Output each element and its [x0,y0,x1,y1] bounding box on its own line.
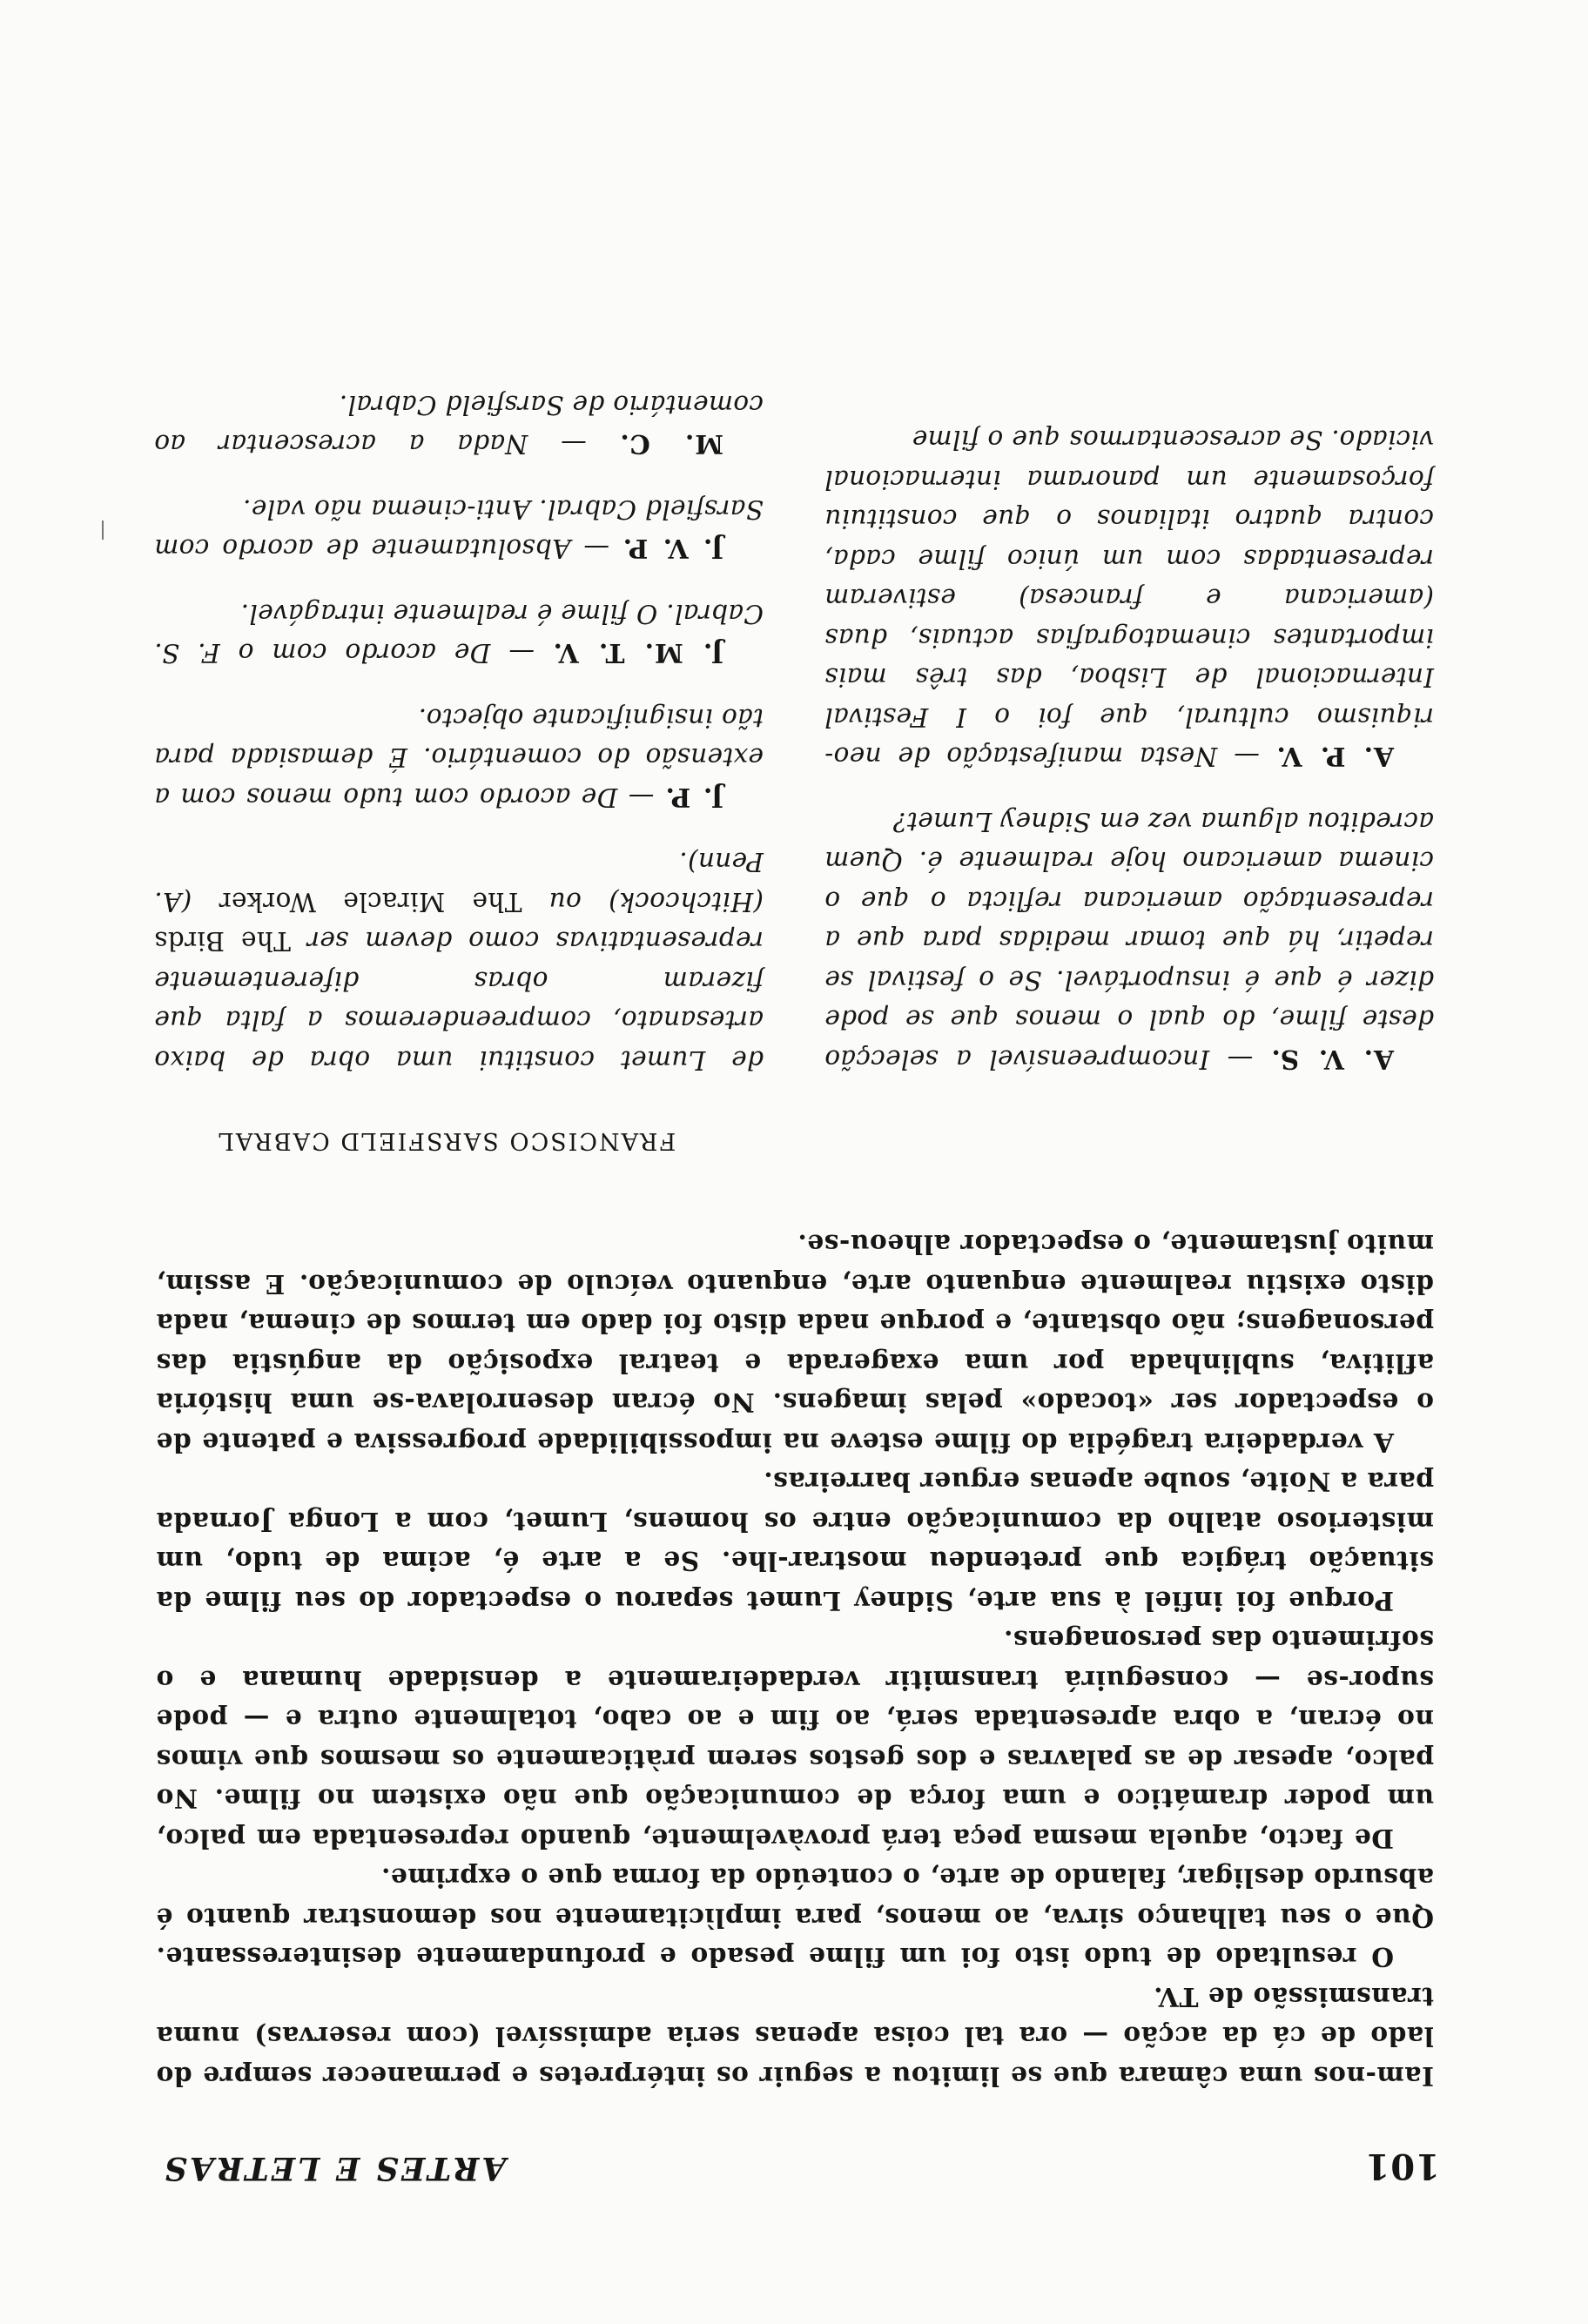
comment-entry [824,420,1434,777]
body-paragraph: A verdadeira tragédia do filme esteve na impossibilidade progressiva e patente de o espectador ser «tocado» pelas imagens. No écran desenrolava-se uma história aflitiva, sublinhada por uma exagerada e teatral exposição da angústia das personagens; não obstante, e porque nada disto foi dado em termos de cinema, nada disto existiu realmente enquanto arte, enquanto veículo de comunicação. E assim, muito justamente, o espectador alheou-se. [156,1229,1434,1458]
article-body [156,1225,1434,2096]
comment-text: — De acordo com o F. S. Cabral. O filme é realmente intragável. [154,599,764,668]
page-header [162,2143,1440,2186]
comment-initials: A. V. S. [1270,1044,1394,1075]
comment-text: — Nada a acrescentar ao comentário de Sarsfield Cabral. [153,390,764,460]
comment-text: (A. Penn). [154,847,764,917]
body-paragraph: O resultado de tudo isto foi um filme pesado e profundamente desinteressante. Que o seu talhanço sirva, ao menos, para implìcitamente nos demonstrar quanto é absurdo desligar, falando de arte, o conteúdo da forma que o exprime. [156,1863,1434,1973]
comment-text: — Incompreensível a selecção deste filme, do qual o menos que se pode dizer é que é insuportável. Se o festival se repetir, há que tomar medidas para que a representação americana reflicta o que o cinema americano hoje realmente é. Quem acreditou alguma vez em Sidney Lumet? [824,807,1434,1074]
comment-text: — Absolutamente de acordo com Sarsfield Cabral. Anti-cinema não vale. [154,494,764,564]
comment-initials: J. V. P. [622,534,723,565]
comment-text: de Lumet constitui uma obra de baixo artesanato, compreenderemos a falta que fizeram obras diferentemente representativas como devem ser [154,926,764,1075]
comment-initials: J. M. T. V. [552,638,723,669]
page-number: 101 [1364,2146,1440,2186]
body-paragraph: Iam-nos uma câmara que se limitou a seguir os intérpretes e permanecer sempre do lado de cá da acção — ora tal coisa apenas seria admissível (com reservas) numa transmissão de TV. [156,1982,1434,2092]
comment-text: — De acordo com tudo menos com a extensão do comentário. É demasiada para tão insignificante objecto. [154,703,764,812]
comment-text: (Hitchcock) ou [548,887,764,917]
comment-entry [154,489,764,569]
comment-initials: A. P. V. [1275,742,1394,773]
body-paragraph: De facto, aquela mesma peça terá provàvelmente, quando representada em palco, um poder dramático e uma força de comunicação que não existem no filme. No palco, apesar de as palavras e dos gestos serem pràticamente os mesmos que vimos no écran, a obra apresentada será, ao fim e ao cabo, totalmente outra e — pode supor-se — conseguirá transmitir verdadeiramente a densidade humana e o sofrimento das personagens. [156,1625,1434,1854]
comment-entry [154,385,764,465]
running-head: ARTES E LETRAS [162,2150,507,2186]
comment-text: — Nesta manifestação de neo-riquismo cultural, que foi o I Festival Internacional de Lisboa, das três mais importantes cinematografias actuais, duas (americana e francesa) estiveram representadas com um único filme cada, contra quatro italianos o que constituiu forçosamente um panorama internacional viciado. Se acrescentarmos que o filme [824,425,1434,772]
film-title: The Birds [154,926,291,957]
comments-right-column [154,360,764,1080]
comment-entry [154,594,764,674]
comment-continuation [154,842,764,1079]
comment-entry [154,698,764,818]
comments-left-column [824,395,1434,1079]
comment-initials: J. P. [664,783,723,813]
comment-entry [824,802,1434,1080]
body-paragraph: Porque foi infiel à sua arte, Sidney Lumet separou o espectador do seu filme da situação trágica que pretendeu mostrar-lhe. Se a arte é, acima de tudo, um misterioso atalho da comunicação entre os homens, Lumet, com a Longa Jornada para a Noite, soube apenas erguer barreiras. [156,1467,1434,1616]
margin-mark [102,521,104,540]
film-title: The Miracle Worker [219,887,522,917]
comment-initials: M. C. [619,429,723,460]
author-signature: FRANCISCO SARSFIELD CABRAL [217,1127,676,1154]
